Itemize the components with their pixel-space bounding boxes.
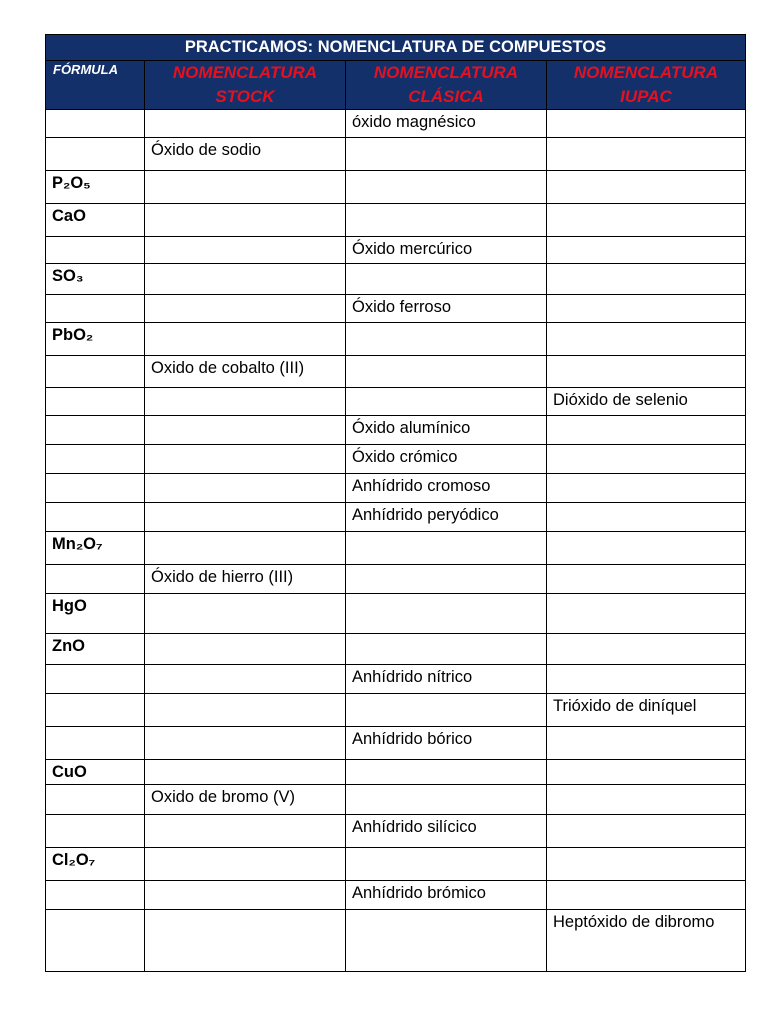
table-row [46,295,746,323]
table-title: PRACTICAMOS: NOMENCLATURA DE COMPUESTOS [46,35,746,61]
formula-cell[interactable] [46,295,145,323]
iupac-cell[interactable] [547,237,746,264]
iupac-cell[interactable] [547,445,746,474]
clasica-cell[interactable]: Anhídrido cromoso [346,474,547,503]
formula-cell[interactable]: PbO₂ [46,323,145,356]
stock-cell[interactable] [145,760,346,785]
stock-cell[interactable] [145,503,346,532]
formula-cell[interactable]: Mn₂O₇ [46,532,145,565]
table-row [46,323,746,356]
iupac-cell[interactable] [547,785,746,815]
formula-cell[interactable] [46,694,145,727]
formula-cell[interactable] [46,416,145,445]
formula-cell[interactable] [46,881,145,910]
iupac-cell[interactable] [547,727,746,760]
clasica-cell[interactable]: Anhídrido bórico [346,727,547,760]
stock-cell[interactable] [145,323,346,356]
clasica-cell[interactable] [346,848,547,881]
iupac-cell[interactable] [547,204,746,237]
iupac-cell[interactable] [547,356,746,388]
iupac-cell[interactable]: Dióxido de selenio [547,388,746,416]
formula-cell[interactable]: SO₃ [46,264,145,295]
formula-cell[interactable] [46,665,145,694]
iupac-cell[interactable] [547,881,746,910]
clasica-cell[interactable] [346,323,547,356]
clasica-cell[interactable] [346,594,547,634]
clasica-cell[interactable] [346,785,547,815]
stock-cell[interactable] [145,204,346,237]
clasica-cell[interactable] [346,760,547,785]
formula-cell[interactable] [46,785,145,815]
stock-cell[interactable] [145,445,346,474]
clasica-column-header: NOMENCLATURA CLÁSICA [346,61,547,110]
table-row [46,760,746,785]
iupac-cell[interactable] [547,760,746,785]
clasica-cell[interactable] [346,356,547,388]
formula-cell[interactable] [46,565,145,594]
clasica-cell[interactable] [346,264,547,295]
stock-cell[interactable] [145,532,346,565]
iupac-cell[interactable]: Heptóxido de dibromo [547,910,746,972]
clasica-cell[interactable]: Óxido alumínico [346,416,547,445]
iupac-cell[interactable] [547,503,746,532]
stock-cell[interactable] [145,416,346,445]
iupac-cell[interactable] [547,295,746,323]
column-header-row [46,61,746,110]
formula-cell[interactable] [46,474,145,503]
formula-cell[interactable]: P₂O₅ [46,171,145,204]
table-row [46,445,746,474]
clasica-cell[interactable]: Anhídrido silícico [346,815,547,848]
clasica-cell[interactable] [346,171,547,204]
formula-cell[interactable] [46,445,145,474]
clasica-cell[interactable] [346,910,547,972]
stock-cell[interactable] [145,848,346,881]
clasica-cell[interactable]: Anhídrido nítrico [346,665,547,694]
formula-cell[interactable] [46,727,145,760]
iupac-cell[interactable] [547,474,746,503]
stock-cell[interactable] [145,594,346,634]
table-row [46,171,746,204]
stock-cell[interactable] [145,634,346,665]
table-row [46,388,746,416]
formula-cell[interactable]: CuO [46,760,145,785]
stock-cell[interactable] [145,110,346,138]
clasica-cell[interactable]: Óxido crómico [346,445,547,474]
table-row [46,881,746,910]
clasica-cell[interactable] [346,138,547,171]
clasica-cell[interactable]: óxido magnésico [346,110,547,138]
stock-cell[interactable] [145,815,346,848]
clasica-cell[interactable] [346,204,547,237]
iupac-cell[interactable] [547,665,746,694]
table-row [46,665,746,694]
clasica-cell[interactable] [346,565,547,594]
table-row [46,785,746,815]
formula-cell[interactable]: HgO [46,594,145,634]
clasica-cell[interactable] [346,532,547,565]
table-row [46,565,746,594]
table-row [46,532,746,565]
stock-cell[interactable] [145,910,346,972]
stock-column-header: NOMENCLATURA STOCK [145,61,346,110]
nomenclature-table [45,34,746,972]
table-row [46,138,746,171]
stock-cell[interactable]: Óxido de hierro (III) [145,565,346,594]
iupac-cell[interactable] [547,848,746,881]
clasica-cell[interactable]: Anhídrido brómico [346,881,547,910]
formula-cell[interactable] [46,138,145,171]
table-row [46,237,746,264]
table-row [46,264,746,295]
stock-cell[interactable] [145,171,346,204]
stock-cell[interactable] [145,264,346,295]
stock-cell[interactable] [145,665,346,694]
stock-cell[interactable] [145,727,346,760]
iupac-cell[interactable] [547,138,746,171]
stock-cell[interactable]: Óxido de sodio [145,138,346,171]
iupac-cell[interactable] [547,416,746,445]
formula-cell[interactable] [46,910,145,972]
stock-cell[interactable] [145,388,346,416]
iupac-cell[interactable] [547,634,746,665]
table-row [46,416,746,445]
table-row [46,694,746,727]
formula-cell[interactable] [46,237,145,264]
iupac-cell[interactable] [547,110,746,138]
table-row [46,204,746,237]
stock-cell[interactable] [145,474,346,503]
iupac-cell[interactable] [547,565,746,594]
table-row [46,356,746,388]
table-row [46,848,746,881]
iupac-cell[interactable] [547,264,746,295]
table-row [46,503,746,532]
iupac-cell[interactable] [547,815,746,848]
table-row [46,815,746,848]
table-row [46,727,746,760]
iupac-cell[interactable] [547,594,746,634]
formula-cell[interactable] [46,110,145,138]
iupac-cell[interactable]: Trióxido de diníquel [547,694,746,727]
clasica-cell[interactable] [346,388,547,416]
clasica-cell[interactable] [346,694,547,727]
formula-cell[interactable]: Cl₂O₇ [46,848,145,881]
formula-cell[interactable]: ZnO [46,634,145,665]
stock-cell[interactable]: Oxido de bromo (V) [145,785,346,815]
iupac-cell[interactable] [547,532,746,565]
iupac-cell[interactable] [547,323,746,356]
title-row [46,35,746,61]
iupac-column-header: NOMENCLATURA IUPAC [547,61,746,110]
stock-cell[interactable]: Oxido de cobalto (III) [145,356,346,388]
stock-cell[interactable] [145,295,346,323]
formula-cell[interactable]: CaO [46,204,145,237]
stock-cell[interactable] [145,237,346,264]
table-row [46,110,746,138]
formula-cell[interactable] [46,388,145,416]
clasica-cell[interactable]: Óxido mercúrico [346,237,547,264]
formula-column-header: FÓRMULA [46,61,145,110]
stock-cell[interactable] [145,881,346,910]
formula-cell[interactable] [46,503,145,532]
table-row [46,634,746,665]
table-body [46,110,746,972]
formula-cell[interactable] [46,356,145,388]
iupac-cell[interactable] [547,171,746,204]
clasica-cell[interactable] [346,634,547,665]
clasica-cell[interactable]: Anhídrido peryódico [346,503,547,532]
table-row [46,594,746,634]
table-row [46,910,746,972]
stock-cell[interactable] [145,694,346,727]
clasica-cell[interactable]: Óxido ferroso [346,295,547,323]
formula-cell[interactable] [46,815,145,848]
table-row [46,474,746,503]
